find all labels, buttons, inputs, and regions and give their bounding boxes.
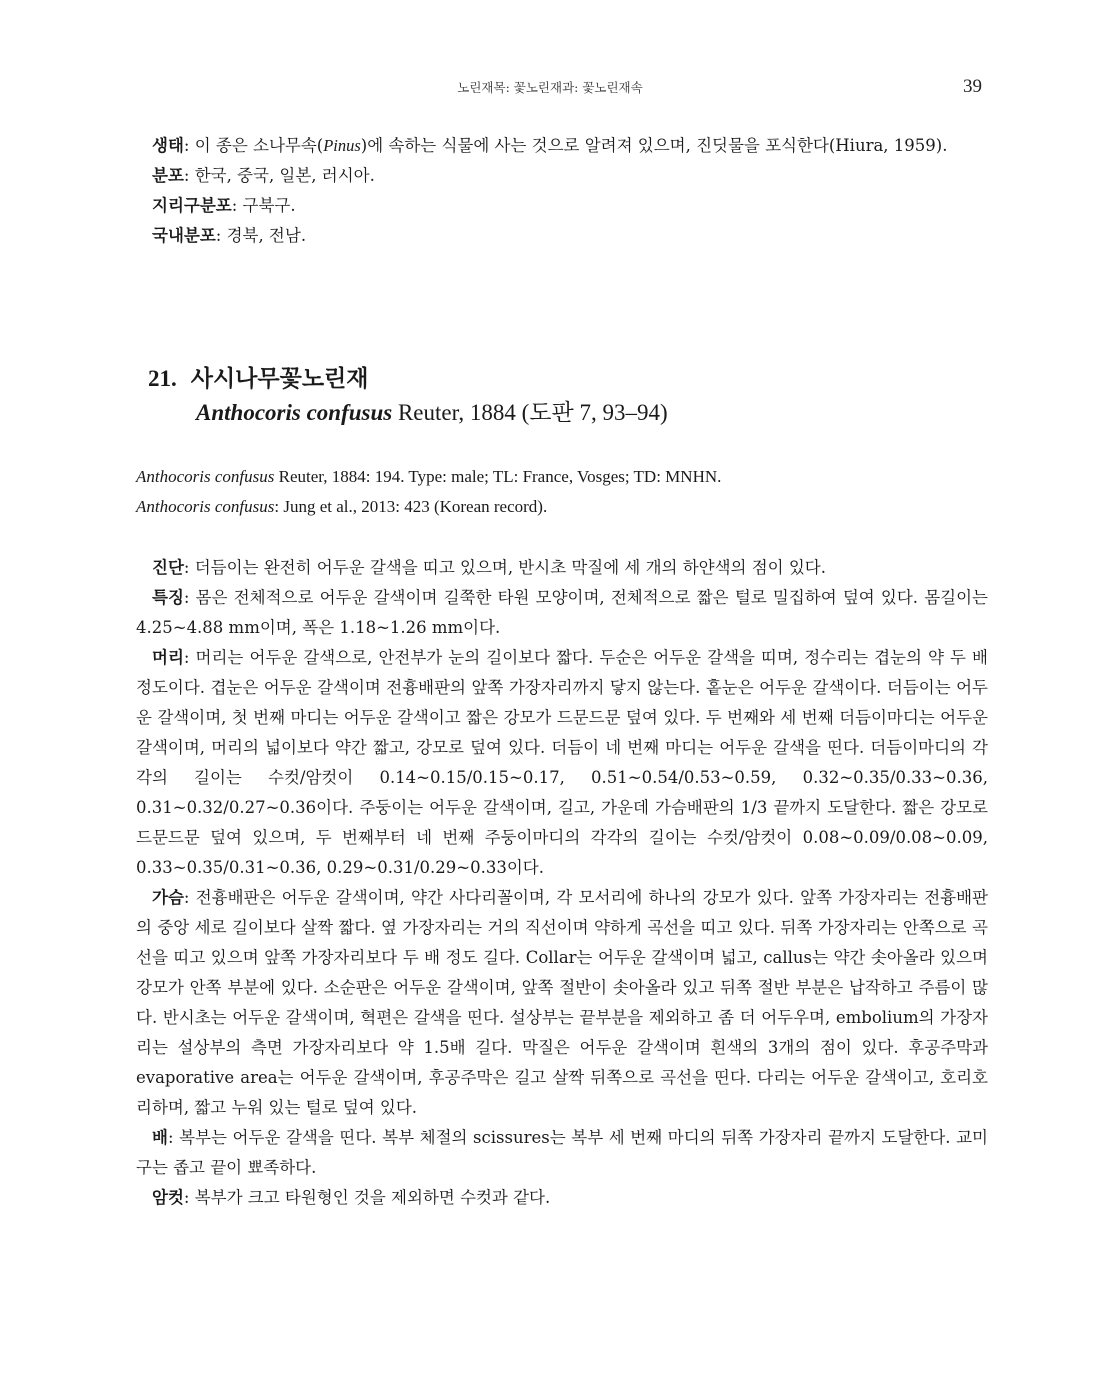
thorax-label: 가슴 <box>152 888 184 907</box>
female-text: : 복부가 크고 타원형인 것을 제외하면 수컷과 같다. <box>183 1188 551 1207</box>
previous-species-section <box>136 131 988 251</box>
synonymy-name: Anthocoris confusus <box>136 467 275 486</box>
species-number: 21. <box>148 366 177 391</box>
domestic-distribution-paragraph <box>136 221 988 251</box>
abdomen-label: 배 <box>152 1128 168 1147</box>
geo-distribution-paragraph <box>136 191 988 221</box>
ecology-text-1: : 이 종은 소나무속( <box>183 136 324 155</box>
head-text: : 머리는 어두운 갈색으로, 안전부가 눈의 길이보다 짧다. 두순은 어두운 갈색을 띠며, 정수리는 겹눈의 약 두 배 정도이다. 겹눈은 어두운 갈색이며 전흉배판의 앞쪽 가장자리까지 닿지 않는다. 홑눈은 어두운 갈색이다. 더듬이는 어두운 갈색이며, 첫 번째 마디는 어두운 갈색이고 짧은 강모가 드문드문 덮여 있다. 두 번째와 세 번째 더듬이마디는 어두운 갈색이며, 머리의 넓이보다 약간 짧고, 강모로 덮여 있다. 더듬이 네 번째 마디는 어두운 갈색을 띤다. 더듬이마디의 각각의 길이는 수컷/암컷이 0.14~0.15/0.15~0.17, 0.51~0.54/0.53~0.59, 0.32~0.35/0.33~0.36, 0.31~0.32/0.27~0.36이다. 주둥이는 어두운 갈색이며, 길고, 가운데 가슴배판의 1/3 끝까지 도달한다. 짧은 강모로 드문드문 덮여 있으며, 두 번째부터 네 번째 주둥이마디의 각각의 길이는 수컷/암컷이 0.08~0.09/0.08~0.09, 0.33~0.35/0.31~0.36, 0.29~0.31/0.29~0.33이다. <box>136 648 988 877</box>
features-paragraph <box>136 583 988 643</box>
running-header: 노린재목: 꽃노린재과: 꽃노린재속 <box>457 80 643 95</box>
head-paragraph <box>136 643 988 883</box>
female-label: 암컷 <box>152 1188 184 1207</box>
species-author-plate: Reuter, 1884 (도판 7, 93–94) <box>392 400 668 425</box>
thorax-text: : 전흉배판은 어두운 갈색이며, 약간 사다리꼴이며, 각 모서리에 하나의 강모가 있다. 앞쪽 가장자리는 전흉배판의 중앙 세로 길이보다 살짝 짧다. 옆 가장자리는 거의 직선이며 약하게 곡선을 띠고 있다. 뒤쪽 가장자리는 안쪽으로 곡선을 띠고 있으며 앞쪽 가장자리보다 두 배 정도 길다. Collar는 어두운 갈색이며 넓고, callus는 약간 솟아올라 있으며 강모가 안쪽 부분에 있다. 소순판은 어두운 갈색이며, 앞쪽 절반이 솟아올라 있고 뒤쪽 절반 부분은 납작하고 주름이 많다. 반시초는 어두운 갈색이며, 혁편은 갈색을 띤다. 설상부는 끝부분을 제외하고 좀 더 어두우며, embolium의 가장자리는 설상부의 측면 가장자리보다 약 1.5배 길다. 막질은 어두운 갈색이며 흰색의 3개의 점이 있다. 후공주막과 evaporative area는 어두운 갈색이며, 후공주막은 길고 살짝 뒤쪽으로 곡선을 띤다. 다리는 어두운 갈색이고, 호리호리하며, 짧고 누워 있는 털로 덮여 있다. <box>136 888 988 1117</box>
distribution-text: : 한국, 중국, 일본, 러시아. <box>183 166 375 185</box>
synonymy-text: Reuter, 1884: 194. Type: male; TL: France, Vosges; TD: MNHN. <box>274 467 722 486</box>
ecology-text-2: )에 속하는 식물에 사는 것으로 알려져 있으며, 진딧물을 포식한다(Hiura, 1959). <box>360 136 948 155</box>
species-title-korean <box>148 362 1008 396</box>
diagnosis-text: : 더듬이는 완전히 어두운 갈색을 띠고 있으며, 반시초 막질에 세 개의 하얀색의 점이 있다. <box>183 558 826 577</box>
features-label: 특징 <box>152 588 184 607</box>
features-text: : 몸은 전체적으로 어두운 갈색이며 길쭉한 타원 모양이며, 전체적으로 짧은 털로 밀집하여 덮여 있다. 몸길이는 4.25~4.88 mm이며, 폭은 1.18~1.26 mm이다. <box>136 588 988 637</box>
head-label: 머리 <box>152 648 184 667</box>
abdomen-text: : 복부는 어두운 갈색을 띤다. 복부 체절의 scissures는 복부 세 번째 마디의 뒤쪽 가장자리 끝까지 도달한다. 교미구는 좁고 끝이 뾰족하다. <box>136 1128 988 1177</box>
thorax-paragraph <box>136 883 988 1123</box>
synonymy-name: Anthocoris confusus <box>136 497 275 516</box>
female-paragraph <box>136 1183 988 1213</box>
diagnosis-label: 진단 <box>152 558 184 577</box>
geo-distribution-label: 지리구분포 <box>152 196 232 215</box>
synonymy-entry <box>136 492 988 522</box>
domestic-distribution-label: 국내분포 <box>152 226 216 245</box>
synonymy-entry <box>136 462 988 492</box>
distribution-label: 분포 <box>152 166 184 185</box>
geo-distribution-text: : 구북구. <box>231 196 296 215</box>
species-title-scientific <box>196 396 1008 430</box>
domestic-distribution-text: : 경북, 전남. <box>215 226 307 245</box>
ecology-paragraph <box>136 131 988 161</box>
species-title <box>148 362 1008 430</box>
species-description <box>136 553 988 1213</box>
synonymy-list <box>136 462 988 522</box>
ecology-label: 생태 <box>152 136 184 155</box>
diagnosis-paragraph <box>136 553 988 583</box>
distribution-paragraph <box>136 161 988 191</box>
species-korean-name: 사시나무꽃노린재 <box>190 365 369 392</box>
species-scientific-name: Anthocoris confusus <box>196 400 393 425</box>
synonymy-text: : Jung et al., 2013: 423 (Korean record). <box>274 497 548 516</box>
abdomen-paragraph <box>136 1123 988 1183</box>
ecology-genus: Pinus <box>323 136 361 155</box>
page-number: 39 <box>963 76 982 97</box>
